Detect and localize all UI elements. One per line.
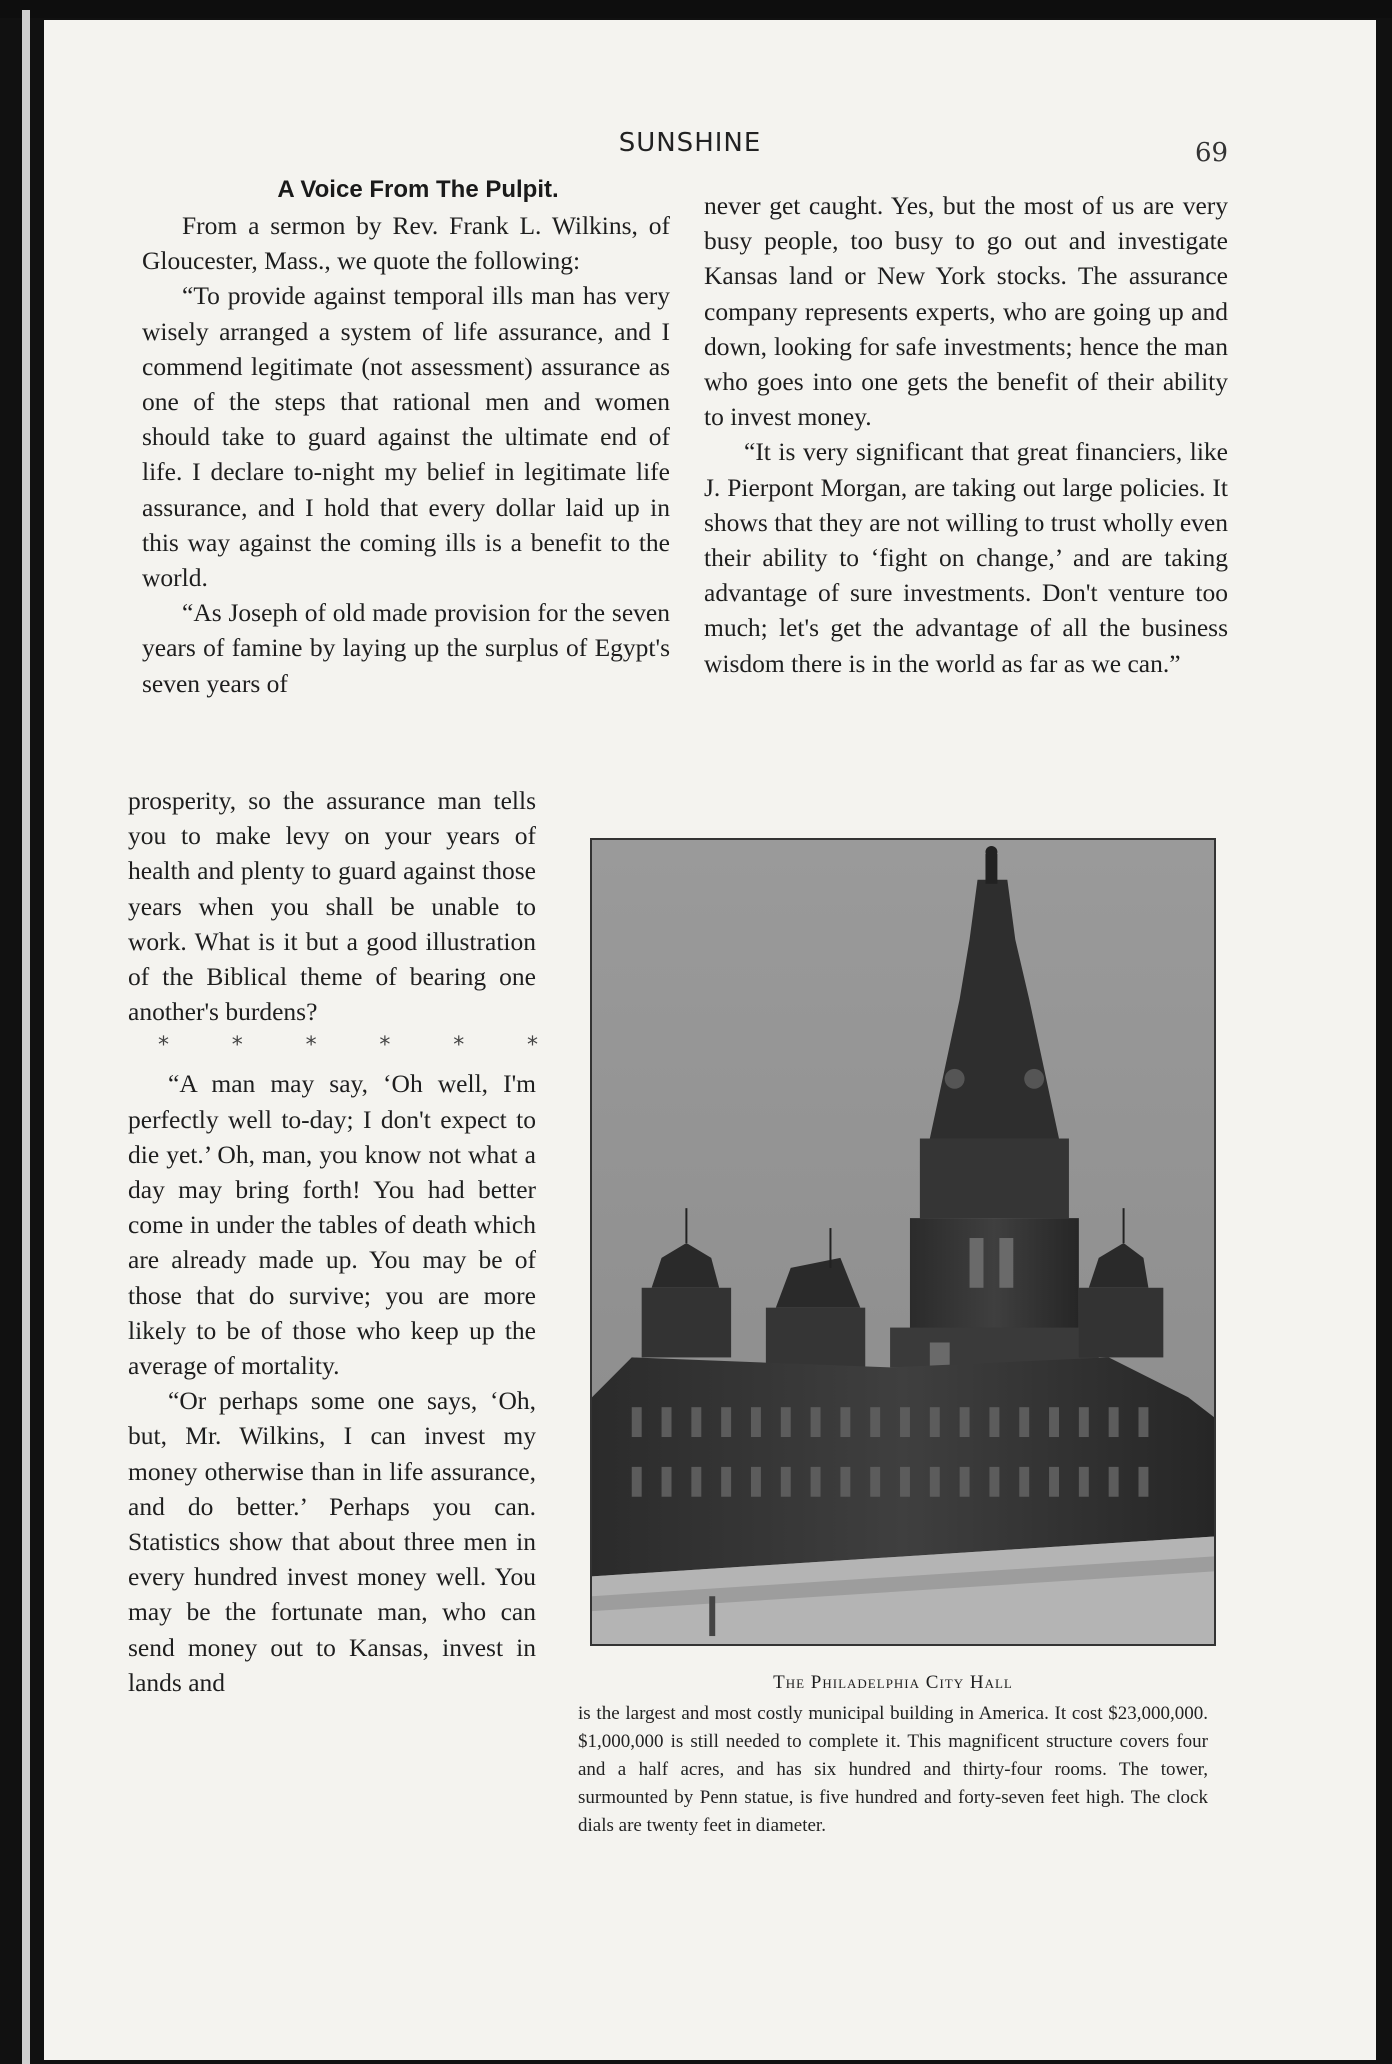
- separator-star: *: [305, 1033, 317, 1059]
- caption-body: is the largest and most costly municipal building in America. It cost $23,000,000. $1,000,000 is still needed to complete it. This magnificent structure covers four and a half acres, and has six hundred and thirty-four rooms. The tower, surmounted by Penn statue, is five hundred and forty-seven feet high. The clock dials are twenty feet in diameter.: [578, 1703, 1208, 1836]
- article-title: A Voice From The Pulpit.: [277, 176, 559, 203]
- paragraph-quote-3: “A man may say, ‘Oh well, I'm perfectly well to-day; I don't expect to die yet.’ Oh, man, you know not what a day may bring forth! You had better come in under the tables of death which are already made up. You may be of those that do survive; you are more likely to be of those who keep up the average of mortality.: [128, 1069, 536, 1381]
- paragraph-intro: From a sermon by Rev. Frank L. Wilkins, of Gloucester, Mass., we quote the following:: [142, 211, 670, 276]
- paragraph-quote-2: “As Joseph of old made provision for the seven years of famine by laying up the surplus of Egypt's seven years of: [142, 598, 670, 698]
- paragraph-quote-4-continued: never get caught. Yes, but the most of us are very busy people, too busy to go out and investigate Kansas land or New York stocks. The assurance company represents experts, who are going up and down, looking for safe investments; hence the man who goes into one gets the benefit of their ability to invest money.: [704, 191, 1228, 432]
- page-number: 69: [1195, 138, 1229, 168]
- paragraph-quote-5: “It is very significant that great financiers, like J. Pierpont Morgan, are taking out large policies. It shows that they are not willing to trust wholly even their ability to ‘fight on change,’ and are taking advantage of sure investments. Don't venture too much; let's get the advantage of all the business wisdom there is in the world as far as we can.”: [704, 437, 1228, 678]
- separator-star: *: [526, 1033, 538, 1059]
- page-binding-edge: [22, 10, 30, 2064]
- left-column-upper: [142, 208, 670, 701]
- running-title: SUNSHINE: [618, 128, 762, 158]
- section-separator: [158, 1033, 538, 1058]
- paragraph-quote-4: “Or perhaps some one says, ‘Oh, but, Mr. Wilkins, I can invest my money otherwise than in life assurance, and do better.’ Perhaps you can. Statistics show that about three men in every hundred invest money well. You may be the fortunate man, who can send money out to Kansas, invest in lands and: [128, 1386, 536, 1697]
- caption-title: The Philadelphia City Hall: [773, 1672, 1013, 1693]
- city-hall-photograph: [590, 838, 1216, 1646]
- separator-star: *: [231, 1033, 243, 1059]
- paragraph-quote-2-continued: prosperity, so the assurance man tells you to make levy on your years of health and plenty to guard against those years when you shall be unable to work. What is it but a good illustration of the Biblical theme of bearing one another's burdens?: [128, 786, 536, 1027]
- left-column-narrow: [128, 783, 536, 1700]
- figure-caption: [578, 1672, 1208, 1840]
- separator-star: *: [158, 1033, 169, 1059]
- separator-star: *: [453, 1033, 465, 1059]
- separator-star: *: [379, 1033, 391, 1059]
- paragraph-quote-1: “To provide against temporal ills man has very wisely arranged a system of life assurance, and I commend legitimate (not assessment) assurance as one of the steps that rational men and women should take to guard against the ultimate end of life. I declare to-night my belief in legitimate life assurance, and I hold that every dollar laid up in this way against the coming ills is a benefit to the world.: [142, 281, 670, 593]
- right-column: [704, 188, 1228, 681]
- city-hall-illustration: [592, 840, 1214, 1644]
- scan-top-edge: [0, 0, 1392, 18]
